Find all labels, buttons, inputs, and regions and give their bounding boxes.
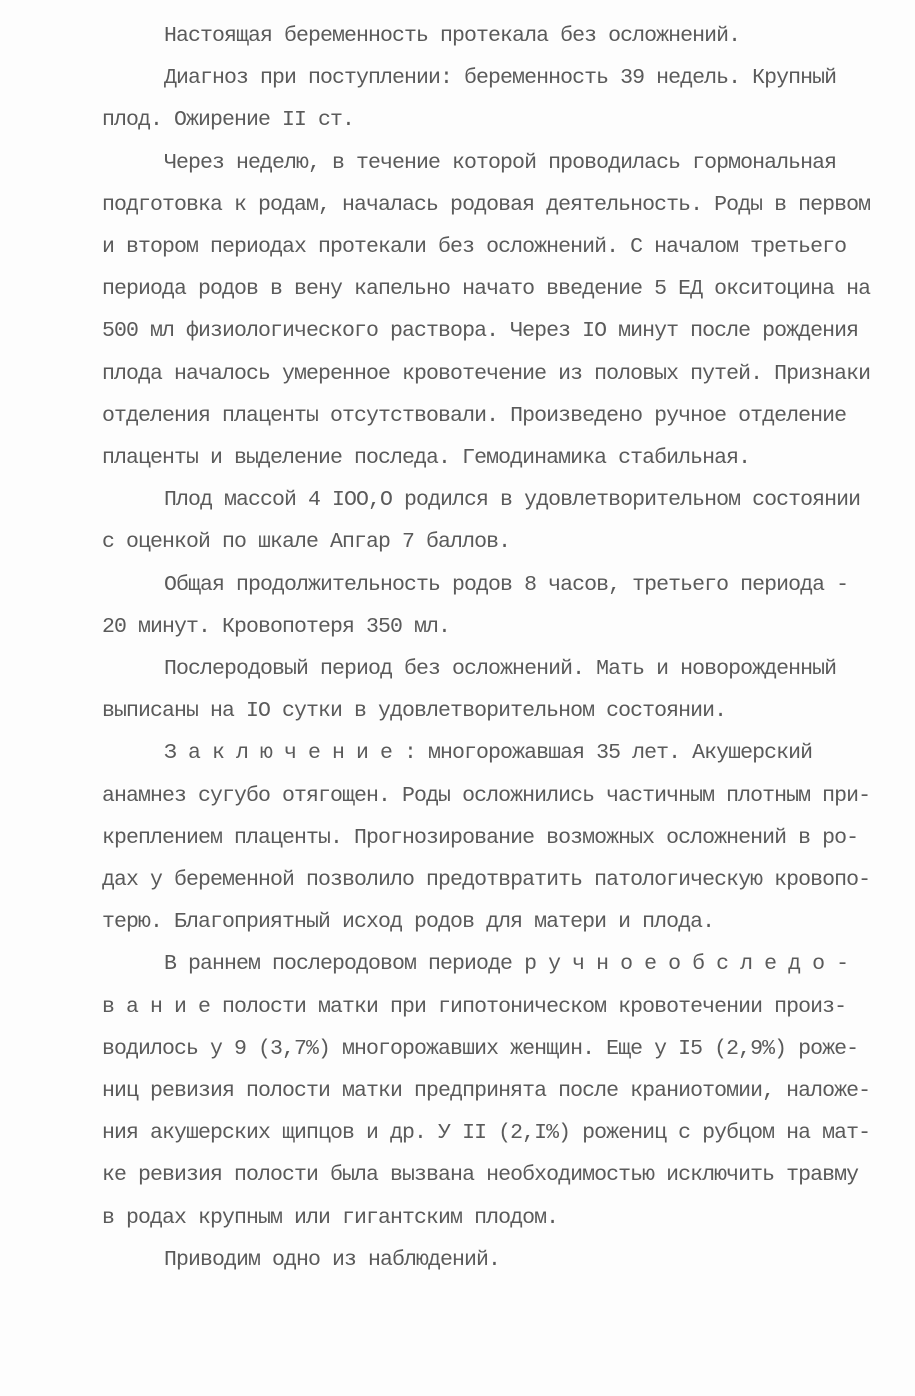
text-line: в родах крупным или гигантским плодом. (102, 1205, 559, 1230)
paragraph-5 (40, 564, 870, 648)
text-line: ния акушерских щипцов и др. У II (2,I%) рожениц с рубцом на мат- (102, 1121, 871, 1146)
paragraph-8 (40, 943, 870, 1238)
paragraph-1 (40, 15, 870, 57)
paragraph-2 (40, 57, 870, 141)
text-line: отделения плаценты отсутствовали. Произведено ручное отделение (102, 403, 847, 428)
text-line: Послеродовый период без осложнений. Мать и новорожденный (164, 657, 837, 682)
text-line: 20 минут. Кровопотеря 350 мл. (102, 614, 451, 639)
text-line: водилось у 9 (3,7%) многорожавших женщин. Еще у I5 (2,9%) роже- (102, 1036, 859, 1061)
text-line: Через неделю, в течение которой проводилась гормональная (164, 150, 837, 175)
text-line: ке ревизия полости была вызвана необходимостью исключить травму (102, 1163, 859, 1188)
paragraph-6 (40, 648, 870, 732)
text-line: анамнез сугубо отягощен. Роды осложнились частичным плотным при- (102, 783, 871, 808)
paragraph-3 (40, 142, 870, 480)
text-line: Приводим одно из наблюдений. (164, 1247, 501, 1272)
text-line: периода родов в вену капельно начато введение 5 ЕД окситоцина на (102, 277, 871, 302)
text-line: 500 мл физиологического раствора. Через IO минут после рождения (102, 319, 859, 344)
text-line: подготовка к родам, началась родовая деятельность. Роды в первом (102, 192, 871, 217)
text-line: плаценты и выделение последа. Гемодинамика стабильная. (102, 446, 751, 471)
text-line: дах у беременной позволило предотвратить патологическую кровопо- (102, 868, 871, 893)
text-line: Диагноз при поступлении: беременность 39 недель. Крупный (164, 66, 837, 91)
text-line: З а к л ю ч е н и е : многорожавшая 35 лет. Акушерский (164, 741, 813, 766)
text-line: и втором периодах протекали без осложнений. С началом третьего (102, 235, 847, 260)
text-line: с оценкой по шкале Апгар 7 баллов. (102, 530, 511, 555)
paragraph-7 (40, 732, 870, 943)
text-line: Плод массой 4 IOO,O родился в удовлетворительном состоянии (164, 488, 861, 513)
text-line: плод. Ожирение II ст. (102, 108, 355, 133)
text-line: Общая продолжительность родов 8 часов, третьего периода - (164, 572, 849, 597)
text-line: плода началось умеренное кровотечение из половых путей. Признаки (102, 361, 871, 386)
text-line: Настоящая беременность протекала без осложнений. (164, 24, 741, 48)
paragraph-4 (40, 479, 870, 563)
text-line: терю. Благоприятный исход родов для матери и плода. (102, 910, 715, 935)
paragraph-9 (40, 1239, 870, 1281)
text-line: В раннем послеродовом периоде р у ч н о е о б с л е д о - (164, 952, 849, 977)
text-line: ниц ревизия полости матки предпринята после краниотомии, наложе- (102, 1079, 871, 1104)
text-line: в а н и е полости матки при гипотоническом кровотечении произ- (102, 994, 847, 1019)
text-line: креплением плаценты. Прогнозирование возможных осложнений в ро- (102, 825, 859, 850)
text-line: выписаны на IO сутки в удовлетворительном состоянии. (102, 699, 727, 724)
document-text (40, 15, 870, 1281)
